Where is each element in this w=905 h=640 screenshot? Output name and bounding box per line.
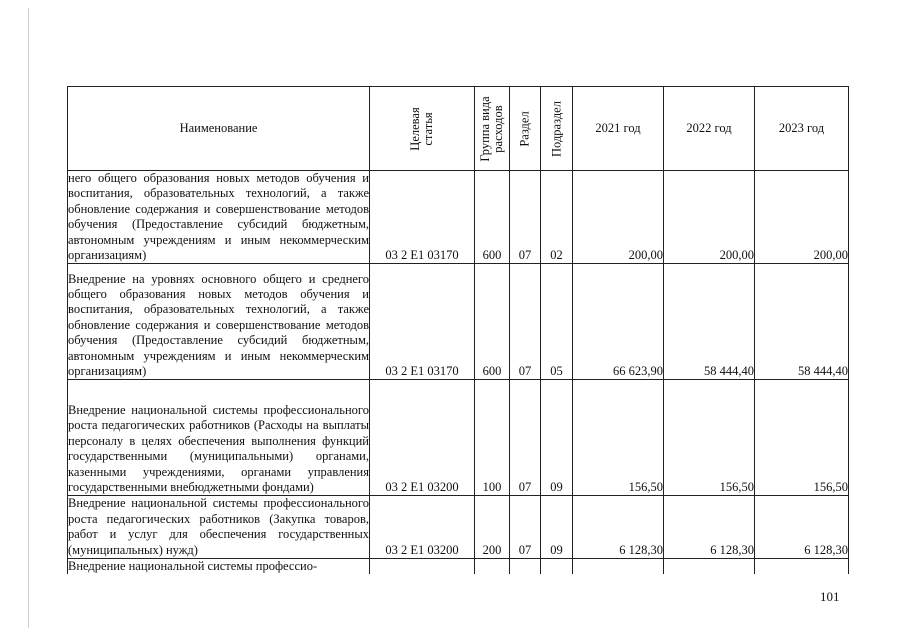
row-section: 07 bbox=[510, 264, 541, 380]
row-section: 07 bbox=[510, 171, 541, 264]
row-name bbox=[68, 380, 370, 496]
row-name-text: Внедрение национальной системы профессио- bbox=[68, 559, 318, 574]
row-2023: 58 444,40 bbox=[755, 264, 849, 380]
row-name bbox=[68, 171, 370, 264]
header-expense-group bbox=[475, 87, 510, 171]
table-row bbox=[68, 380, 849, 496]
row-name-text: него общего образования новых методов обучения и воспитания, образовательных технологий, а также обновление содержания и совершенствование методов обучения (Предоставление субсидий бюджетным, автономным учреждениям и иным некоммерческим организациям) bbox=[68, 171, 369, 263]
row-2021: 6 128,30 bbox=[573, 496, 664, 559]
row-group: 200 bbox=[475, 496, 510, 559]
row-2021: 156,50 bbox=[573, 380, 664, 496]
row-2022: 6 128,30 bbox=[664, 496, 755, 559]
row-2023: 6 128,30 bbox=[755, 496, 849, 559]
row-2022: 156,50 bbox=[664, 380, 755, 496]
header-2023: 2023 год bbox=[755, 87, 849, 171]
row-name bbox=[68, 496, 370, 559]
row-section: 07 bbox=[510, 380, 541, 496]
row-2023 bbox=[755, 559, 849, 575]
row-subsection bbox=[541, 559, 573, 575]
row-subsection: 09 bbox=[541, 380, 573, 496]
row-target: 03 2 E1 03170 bbox=[370, 264, 475, 380]
table-row bbox=[68, 264, 849, 380]
row-subsection: 09 bbox=[541, 496, 573, 559]
budget-table bbox=[67, 86, 849, 574]
header-expense-group-label: Группа вида расходов bbox=[478, 95, 505, 162]
table-row-cut bbox=[68, 559, 849, 575]
row-subsection: 05 bbox=[541, 264, 573, 380]
row-group bbox=[475, 559, 510, 575]
row-name bbox=[68, 264, 370, 380]
row-group: 600 bbox=[475, 171, 510, 264]
header-name: Наименование bbox=[68, 87, 370, 171]
table-row bbox=[68, 171, 849, 264]
header-subsection bbox=[541, 87, 573, 171]
header-2021: 2021 год bbox=[573, 87, 664, 171]
scan-edge-line bbox=[28, 8, 29, 628]
row-2022: 58 444,40 bbox=[664, 264, 755, 380]
row-2023: 200,00 bbox=[755, 171, 849, 264]
header-2022: 2022 год bbox=[664, 87, 755, 171]
row-subsection: 02 bbox=[541, 171, 573, 264]
row-name-text: Внедрение национальной системы профессионального роста педагогических работников (Расходы на выплаты персоналу в целях обеспечения выполнения функций государственными (муниципальными) органами, казенными учреждениями, органами управления государственными внебюджетными фондами) bbox=[68, 403, 369, 495]
page-number: 101 bbox=[820, 589, 840, 604]
row-target: 03 2 E1 03200 bbox=[370, 380, 475, 496]
row-group: 100 bbox=[475, 380, 510, 496]
row-name-text: Внедрение национальной системы профессионального роста педагогических работников (Закупка товаров, работ и услуг для обеспечения государственных (муниципальных) нужд) bbox=[68, 496, 369, 557]
row-2022: 200,00 bbox=[664, 171, 755, 264]
header-subsection-label: Подраздел bbox=[549, 100, 563, 157]
table-header-row bbox=[68, 87, 849, 171]
row-name bbox=[68, 559, 370, 575]
row-target bbox=[370, 559, 475, 575]
row-section bbox=[510, 559, 541, 575]
row-2022 bbox=[664, 559, 755, 575]
row-2021 bbox=[573, 559, 664, 575]
header-section-label: Раздел bbox=[517, 110, 532, 147]
row-2021: 200,00 bbox=[573, 171, 664, 264]
header-target-article bbox=[370, 87, 475, 171]
row-section: 07 bbox=[510, 496, 541, 559]
header-section bbox=[510, 87, 541, 171]
row-2021: 66 623,90 bbox=[573, 264, 664, 380]
row-name-text: Внедрение на уровнях основного общего и среднего общего образования новых методов обучения и воспитания, образовательных технологий, а также обновление содержания и совершенствование методов обучения (Предоставление субсидий бюджетным, автономным учреждениям и иным некоммерческим организациям) bbox=[68, 271, 369, 379]
row-target: 03 2 E1 03170 bbox=[370, 171, 475, 264]
row-2023: 156,50 bbox=[755, 380, 849, 496]
row-target: 03 2 E1 03200 bbox=[370, 496, 475, 559]
table-row bbox=[68, 496, 849, 559]
row-group: 600 bbox=[475, 264, 510, 380]
header-target-article-label: Целевая статья bbox=[408, 106, 435, 151]
